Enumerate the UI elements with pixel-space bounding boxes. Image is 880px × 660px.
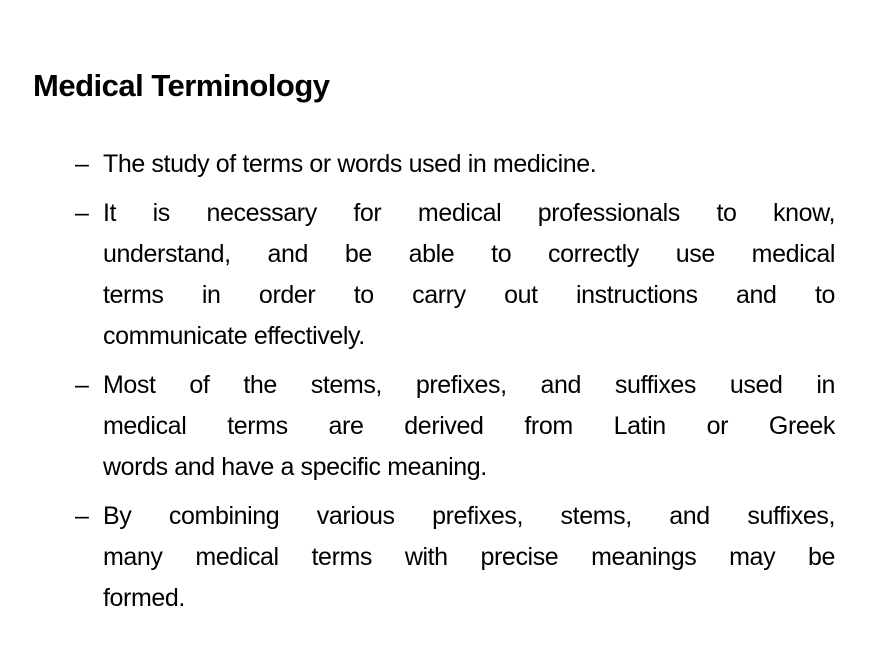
bullet-item xyxy=(75,365,835,488)
dash-bullet-icon: – xyxy=(75,502,89,530)
bullet-line: many medical terms with precise meanings may be xyxy=(103,543,835,571)
bullet-line: Most of the stems, prefixes, and suffixes used in xyxy=(103,371,835,399)
bullet-line: It is necessary for medical professionals to know, xyxy=(103,199,835,227)
dash-bullet-icon: – xyxy=(75,150,89,178)
bullet-line: words and have a specific meaning. xyxy=(103,453,487,481)
slide-title: Medical Terminology xyxy=(33,68,330,103)
bullet-line: communicate effectively. xyxy=(103,322,365,350)
bullet-line: terms in order to carry out instructions and to xyxy=(103,281,835,309)
dash-bullet-icon: – xyxy=(75,371,89,399)
bullet-line: By combining various prefixes, stems, and suffixes, xyxy=(103,502,835,530)
dash-bullet-icon: – xyxy=(75,199,89,227)
bullet-item xyxy=(75,193,835,357)
bullet-item xyxy=(75,144,835,185)
bullet-list xyxy=(75,144,835,627)
bullet-line: formed. xyxy=(103,584,185,612)
bullet-line: understand, and be able to correctly use medical xyxy=(103,240,835,268)
bullet-line: The study of terms or words used in medicine. xyxy=(103,150,597,178)
bullet-line: medical terms are derived from Latin or Greek xyxy=(103,412,835,440)
bullet-item xyxy=(75,496,835,619)
